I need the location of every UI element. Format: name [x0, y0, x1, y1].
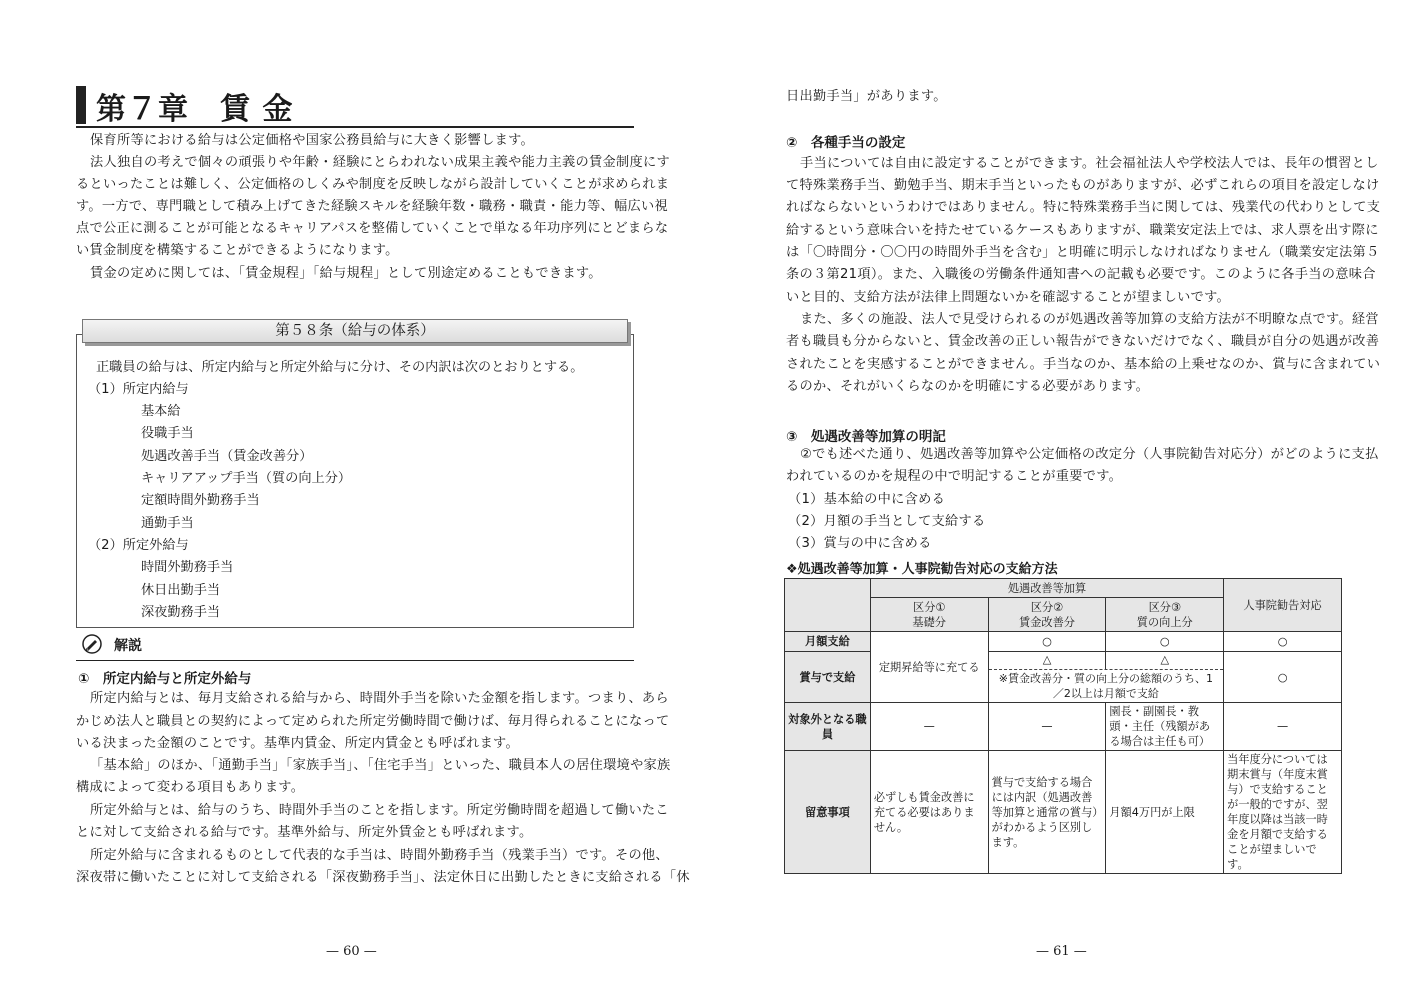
list-item: （1）基本給の中に含める: [788, 492, 946, 507]
table-corner-cell: [785, 579, 871, 632]
text-line: ②でも述べた通り、処遇改善等加算や公定価格の改定分（人事院勧告対応分）がどのように支払: [800, 447, 1379, 462]
list-item: 時間外勤務手当: [141, 560, 234, 575]
text-line: て特殊業務手当、勤勉手当、期末手当といったものがありますが、必ずこれらの項目を設定しなけ: [786, 178, 1380, 193]
text-line: 所定内給与とは、毎月支給される給与から、時間外手当を除いた金額を指します。つまり、あら: [90, 691, 669, 706]
text-line: いと目的、支給方法が法律上問題ないかを確認することが望ましいです。: [786, 290, 1231, 305]
chapter-bar: [76, 86, 86, 124]
list-item: 深夜勤務手当: [141, 605, 221, 620]
group-header: 処遇改善等加算: [870, 579, 1223, 598]
table-row: [785, 652, 1342, 703]
col-header-1: [870, 598, 988, 632]
table-row: [785, 751, 1342, 874]
table-cell: ○: [1224, 652, 1342, 703]
text-line: るといったことは難しく、公定価格のしくみや制度を反映しながら設計していくことが求められま: [76, 177, 670, 192]
article-group-label: （1）所定内給与: [88, 382, 189, 397]
text-line: 者も職員も分からないと、賃金改善の正しい報告ができないだけでなく、職員が自分の処遇が改善: [786, 334, 1380, 349]
row-header: 留意事項: [785, 751, 871, 874]
table-cell: ○: [988, 632, 1106, 652]
text-line: いる決まった金額のことです。基準内賃金、所定内賃金とも呼ばれます。: [76, 736, 519, 751]
list-item: （2）月額の手当として支給する: [788, 514, 986, 529]
chapter-heading: [76, 86, 634, 128]
triangle-mark: △: [989, 652, 1107, 669]
table-cell: —: [1224, 703, 1342, 751]
list-item: 役職手当: [141, 426, 194, 441]
text-line: 点で公正に測ることが可能となるキャリアパスを整備していくことで単なる年功序列にとどまらな: [76, 221, 669, 236]
right-page: [708, 0, 1417, 1000]
text-line: 深夜帯に働いたことに対して支給される「深夜勤務手当」、法定休日に出勤したときに支給される「休: [76, 870, 690, 885]
text-line: 所定外給与に含まれるものとして代表的な手当は、時間外勤務手当（残業手当）です。その他、: [90, 848, 669, 863]
pen-icon: [82, 634, 102, 654]
text-line: 給するという意味合いを持たせているケースもありますが、職業安定法上では、求人票を出す際に: [786, 223, 1379, 238]
text-line: す。一方で、専門職として積み上げてきた経験スキルを経験年数・職務・職責・能力等、幅広い視: [76, 199, 668, 214]
list-item: キャリアアップ手当（質の向上分）: [141, 471, 352, 486]
text-line: ればならないというわけではありません。特に特殊業務手当に関しては、残業代の代わりとして支: [786, 200, 1381, 215]
table-cell: —: [870, 703, 988, 751]
text-line: 法人独自の考えで個々の頑張りや年齢・経験にとらわれない成果主義や能力主義の賃金制度にす: [90, 155, 670, 170]
list-item: 定額時間外勤務手当: [141, 493, 260, 508]
page-number: — 60 —: [326, 944, 377, 959]
triangle-mark: △: [1160, 653, 1170, 666]
table-cell: 当年度分については期末賞与（年度末賞与）で支給することが一般的ですが、翌年度以降は当該一時金を月額で支給することが望ましいです。: [1224, 751, 1342, 874]
text-line: かじめ法人と職員との契約によって定められた所定労働時間で働けば、毎月得られることになって: [76, 714, 670, 729]
section-heading: ① 所定内給与と所定外給与: [78, 671, 252, 687]
section-heading: ③ 処遇改善等加算の明記: [786, 429, 946, 445]
text-line: 所定外給与とは、給与のうち、時間外手当のことを指します。所定労働時間を超過して働いたこ: [90, 803, 669, 818]
text-line: い賃金制度を構築することができるようになります。: [76, 243, 399, 258]
col-header-label: 区分②: [1030, 600, 1064, 614]
table-cell: 園長・副園長・教頭・主任（残額がある場合は主任も可）: [1106, 703, 1224, 751]
col-header-sublabel: 質の向上分: [1136, 615, 1193, 629]
list-item: 通勤手当: [141, 516, 194, 531]
triangle-row: [989, 652, 1224, 669]
table-note: ※賃金改善分・質の向上分の総額のうち、1／2以上は月額で支給: [989, 669, 1224, 702]
table-row: [785, 703, 1342, 751]
article-lead: 正職員の給与は、所定内給与と所定外給与に分け、その内訳は次のとおりとする。: [96, 360, 584, 375]
text-line: 日出勤手当」があります。: [786, 89, 947, 104]
left-page: [0, 0, 708, 1000]
col-header-label: 区分③: [1148, 600, 1181, 614]
col-header-3: [1106, 598, 1224, 632]
list-item: 処遇改善手当（賃金改善分）: [141, 449, 313, 464]
chapter-title: 第７章 賃 金: [96, 92, 294, 127]
table-cell: ○: [1106, 632, 1224, 652]
commentary-label: 解説: [114, 638, 142, 654]
row-header: 賞与で支給: [785, 652, 871, 703]
article-title: 第５８条（給与の体系）: [82, 319, 628, 343]
table-header-row: [785, 579, 1342, 598]
col-header-sublabel: 基礎分: [912, 615, 946, 629]
col-header-sublabel: 賃金改善分: [1019, 615, 1075, 629]
text-line: 条の３第21項）。また、入職後の労働条件通知書への記載も必要です。このように各手当の意味合: [786, 267, 1376, 282]
text-line: 賃金の定めに関しては、「賃金規程」「給与規程」として別途定めることもできます。: [90, 266, 602, 281]
table-row: [785, 632, 1342, 652]
text-line: 「基本給」のほか、「通勤手当」「家族手当」、「住宅手当」といった、職員本人の居住環境や家族: [90, 758, 671, 773]
table-cell: 必ずしも賃金改善に充てる必要はありません。: [870, 751, 988, 874]
text-line: 保育所等における給与は公定価格や国家公務員給与に大きく影響します。: [90, 133, 535, 148]
table-cell: 月額4万円が上限: [1106, 751, 1224, 874]
list-item: 休日出勤手当: [141, 583, 221, 598]
table-cell: 定期昇給等に充てる: [870, 632, 988, 703]
col-header-label: 区分①: [913, 600, 946, 614]
row-header: 対象外となる職員: [785, 703, 871, 751]
payment-method-table: [784, 578, 1342, 874]
table-cell: [988, 652, 1224, 703]
list-item: （3）賞与の中に含める: [788, 536, 932, 551]
col-header-jinjiin: 人事院勧告対応: [1224, 579, 1342, 632]
text-line: るのか、それがいくらなのかを明確にする必要があります。: [786, 379, 1150, 394]
table-cell: 賞与で支給する場合には内訳（処遇改善等加算と通常の賞与）がわかるよう区別します。: [988, 751, 1106, 874]
text-line: とに対して支給される給与です。基準外給与、所定外賃金とも呼ばれます。: [76, 825, 533, 840]
text-line: は「〇時間分・〇〇円の時間外手当を含む」と明確に明示しなければなりません（職業安定法第５: [786, 245, 1380, 260]
article-group-label: （2）所定外給与: [88, 538, 189, 553]
commentary-header: [76, 632, 634, 661]
page-number: — 61 —: [1036, 944, 1087, 959]
row-header: 月額支給: [785, 632, 871, 652]
text-line: 構成によって変わる項目もあります。: [76, 780, 305, 795]
text-line: されたことを実感することができません。手当なのか、基本給の上乗せなのか、賞与に含まれてい: [786, 357, 1381, 372]
list-item: 基本給: [141, 404, 181, 419]
text-line: われているのかを規程の中で明記することが重要です。: [786, 469, 1123, 484]
col-header-2: [988, 598, 1106, 632]
table-cell: ○: [1224, 632, 1342, 652]
table-cell: —: [988, 703, 1106, 751]
section-heading: ② 各種手当の設定: [786, 135, 906, 151]
text-line: また、多くの施設、法人で見受けられるのが処遇改善等加算の支給方法が不明瞭な点です。経営: [800, 312, 1379, 327]
text-line: 手当については自由に設定することができます。社会福祉法人や学校法人では、長年の慣習とし: [800, 156, 1379, 171]
table-title: ❖処遇改善等加算・人事院勧告対応の支給方法: [786, 562, 1058, 577]
